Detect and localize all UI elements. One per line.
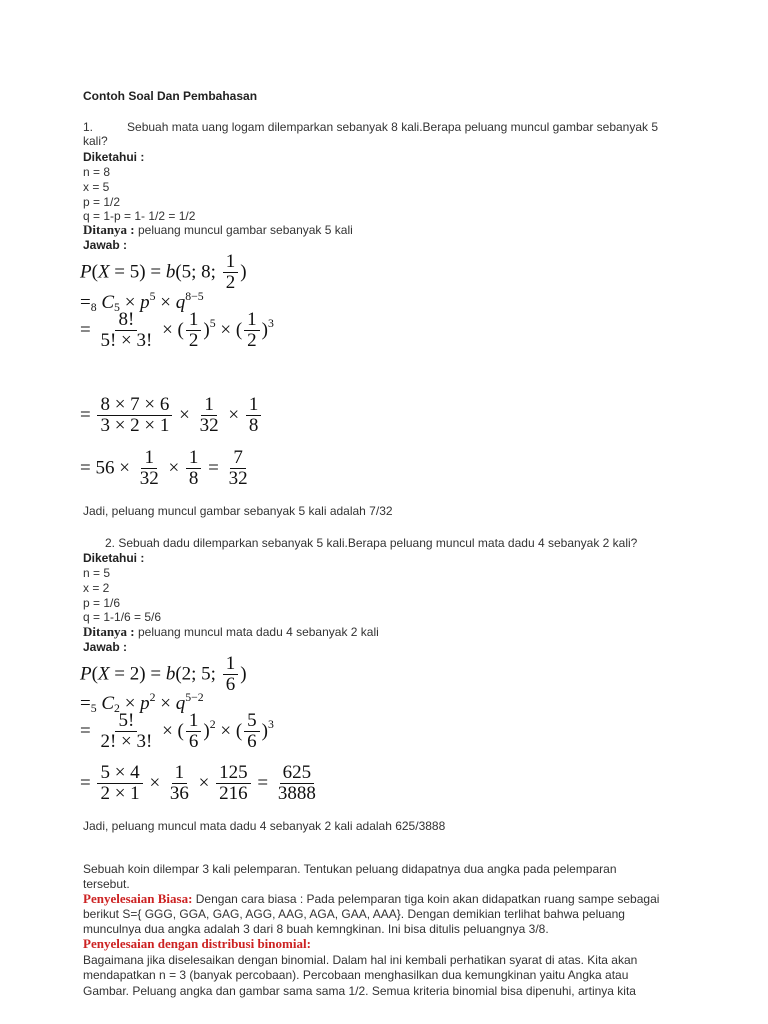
binomial-text-line-1: Bagaimana jika diselesaikan dengan binomial. Dalam hal ini kembali perhatikan syarat di atas. Kita akan bbox=[83, 953, 638, 967]
diketahui-label-2: Diketahui : bbox=[83, 551, 145, 565]
ditanya-text-2: peluang muncul mata dadu 4 sebanyak 2 kali bbox=[134, 625, 379, 639]
question-3-line-1: Sebuah koin dilempar 3 kali pelemparan. Tentukan peluang didapatnya dua angka pada pelemparan bbox=[83, 862, 617, 876]
given-x-2: x = 2 bbox=[83, 581, 110, 595]
jawab-label-2: Jawab : bbox=[83, 640, 128, 654]
binomial-text-line-2: mendapatkan n = 3 (banyak percobaan). Percobaan menghasilkan dua kemungkinan yaitu Angka atau bbox=[83, 968, 629, 982]
formula-1-line-2: $=_8$ $C_5 \times p^5 \times q^{8-5}$ bbox=[80, 289, 204, 314]
formula-2-line-2: $=_5$ $C_2 \times p^2 \times q^{5-2}$ bbox=[80, 690, 204, 715]
penyelesaian-biasa-label: Penyelesaian Biasa: bbox=[83, 891, 193, 906]
penyelesaian-biasa-line-2: berikut S={ GGG, GGA, GAG, AGG, AAG, AGA, GAA, AAA}. Dengan demikian terlihat bahwa peluang bbox=[83, 907, 625, 921]
formula-1-line-4: = $\frac{8 \times 7 \times 6}{3 \times 2 \times 1}$ × $\frac{1}{32}$ × $\frac{1}{8}$ bbox=[80, 395, 263, 437]
penyelesaian-biasa bbox=[83, 892, 659, 906]
given-x-1: x = 5 bbox=[83, 180, 110, 194]
diketahui-label-1: Diketahui : bbox=[83, 150, 145, 164]
ditanya-1 bbox=[83, 223, 353, 237]
given-q-2: q = 1-1/6 = 5/6 bbox=[83, 610, 162, 624]
given-n-1: n = 8 bbox=[83, 165, 111, 179]
question-1-cont: kali? bbox=[83, 134, 108, 148]
ditanya-2 bbox=[83, 625, 379, 639]
formula-1-line-3: = $\frac{8!}{5! \times 3!}$ × ( $\frac{1}{2}$ )$^5$ × ( $\frac{1}{2}$ )$^3$ bbox=[80, 309, 274, 351]
given-p-2: p = 1/6 bbox=[83, 596, 121, 610]
question-1-number: 1. bbox=[83, 120, 94, 134]
formula-1-line-5: = 56 × $\frac{1}{32}$ × $\frac{1}{8}$ = $\frac{7}{32}$ bbox=[80, 447, 248, 489]
page-title: Contoh Soal Dan Pembahasan bbox=[83, 89, 258, 103]
formula-1-line-1: P(X = 5) = b(5; 8; $\frac{1}{2}$ ) bbox=[80, 251, 247, 293]
jawab-label-1: Jawab : bbox=[83, 238, 128, 252]
question-2: 2. Sebuah dadu dilemparkan sebanyak 5 kali.Berapa peluang muncul mata dadu 4 sebanyak 2 kali? bbox=[105, 536, 638, 550]
penyelesaian-biasa-line-3: munculnya dua angka adalah 3 dari 8 buah kemngkinan. Ini bisa ditulis peluangnya 3/8. bbox=[83, 922, 549, 936]
formula-2-line-3: = $\frac{5!}{2! \times 3!}$ × ( $\frac{1}{6}$ )$^2$ × ( $\frac{5}{6}$ )$^3$ bbox=[80, 710, 274, 752]
given-p-1: p = 1/2 bbox=[83, 195, 121, 209]
penyelesaian-binomial-label: Penyelesaian dengan distribusi binomial: bbox=[83, 936, 311, 951]
ditanya-text-1: peluang muncul gambar sebanyak 5 kali bbox=[134, 223, 353, 237]
given-n-2: n = 5 bbox=[83, 566, 111, 580]
penyelesaian-biasa-text: Dengan cara biasa : Pada pelemparan tiga koin akan didapatkan ruang sampe sebagai bbox=[192, 892, 660, 906]
conclusion-1: Jadi, peluang muncul gambar sebanyak 5 kali adalah 7/32 bbox=[83, 504, 393, 518]
ditanya-label-1: Ditanya : bbox=[83, 222, 135, 237]
ditanya-label-2: Ditanya : bbox=[83, 624, 135, 639]
question-1 bbox=[83, 120, 658, 134]
binomial-text-line-3: Gambar. Peluang angka dan gambar sama sama 1/2. Semua kriteria binomial bisa dipenuhi, artinya kita bbox=[83, 984, 636, 998]
conclusion-2: Jadi, peluang muncul mata dadu 4 sebanyak 2 kali adalah 625/3888 bbox=[83, 819, 446, 833]
question-1-text: Sebuah mata uang logam dilemparkan sebanyak 8 kali.Berapa peluang muncul gambar sebanyak 5 bbox=[127, 120, 659, 134]
given-q-1: q = 1-p = 1- 1/2 = 1/2 bbox=[83, 209, 196, 223]
formula-2-line-1: P(X = 2) = b(2; 5; $\frac{1}{6}$ ) bbox=[80, 653, 247, 695]
question-3-line-2: tersebut. bbox=[83, 877, 130, 891]
formula-2-line-4: = $\frac{5 \times 4}{2 \times 1}$ × $\frac{1}{36}$ × $\frac{125}{216}$ = $\frac{625}{3888}$ bbox=[80, 762, 316, 804]
